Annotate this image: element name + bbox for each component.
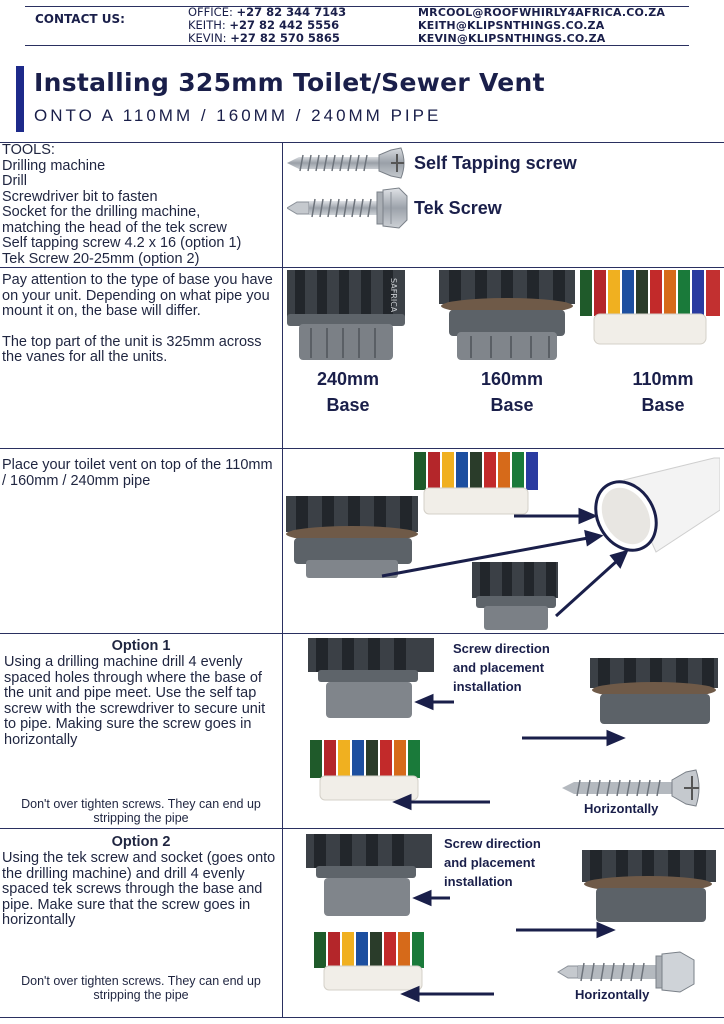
vent-unit-240-photo (582, 850, 716, 922)
self-tapping-label: Self Tapping screw (414, 153, 577, 173)
tool-item: matching the head of the tek screw (2, 219, 227, 236)
tool-item: Tek Screw 20-25mm (option 2) (2, 250, 200, 267)
page-title: Installing 325mm Toilet/Sewer Vent (34, 68, 545, 97)
tools-heading: TOOLS: (2, 142, 55, 158)
brand-text: SAFRICA (389, 278, 398, 313)
tool-item: Screwdriver bit to fasten (2, 188, 158, 205)
arrow-icon (404, 892, 612, 1000)
option1-horizontal-label: Horizontally (584, 801, 659, 816)
base-160-label (457, 366, 567, 418)
phone-list (188, 6, 346, 45)
base-110-word: Base (641, 395, 685, 415)
base-110-size: 110mm (632, 369, 694, 389)
base-240-photo (287, 270, 405, 362)
vent-unit-160-photo (472, 562, 558, 630)
option1-warning: Don't over tighten screws. They can end up stripping the pipe (21, 797, 261, 825)
tool-item: Socket for the drilling machine, (2, 204, 201, 220)
tek-screw-icon (287, 186, 409, 230)
pipe-photo (584, 458, 720, 561)
option2-title: Option 2 (111, 834, 171, 850)
kevin-label: KEVIN: (188, 31, 227, 45)
tool-item: Drill (2, 173, 27, 189)
vane-width-paragraph: The top part of the unit is 325mm across the vanes for all the units. (2, 333, 262, 365)
vent-unit-110-photo (414, 452, 538, 514)
row-divider-5 (0, 828, 724, 829)
contact-label: CONTACT US: (35, 12, 125, 26)
tek-screw-icon (558, 952, 694, 992)
tool-item: Drilling machine (2, 157, 106, 174)
paragraph-spacer (2, 320, 278, 335)
kevin-phone[interactable]: +27 82 570 5865 (230, 31, 340, 45)
base-110-label (608, 366, 718, 418)
vent-unit-240-photo (286, 496, 418, 578)
base-240-label (293, 366, 403, 418)
option1-direction-label: Screw direction and placement installation (453, 641, 550, 694)
option1-text: Using a drilling machine drill 4 evenly spaced holes through where the base of the unit and pipe meet. Use the self tap screw with the screwdriver to secure unit to pipe. Making sure the screw goes in horizontally (4, 654, 266, 748)
vent-unit-110-photo (314, 932, 424, 990)
base-240-word: Base (326, 395, 370, 415)
email-mrcool[interactable]: MRCOOL@ROOFWHIRLY4AFRICA.CO.ZA (418, 6, 666, 19)
column-divider (282, 142, 283, 1017)
keith-phone[interactable]: +27 82 442 5556 (229, 18, 340, 32)
tools-list (2, 143, 280, 267)
row-divider-6 (0, 1017, 724, 1018)
email-keith[interactable]: KEITH@KLIPSNTHINGS.CO.ZA (418, 19, 605, 32)
row-divider-2 (0, 267, 724, 268)
email-kevin[interactable]: KEVIN@KLIPSNTHINGS.CO.ZA (418, 32, 606, 45)
row-divider-4 (0, 633, 724, 634)
tool-item: Self tapping screw 4.2 x 16 (option 1) (2, 235, 242, 251)
option2-horizontal-label: Horizontally (575, 987, 650, 1002)
vent-unit-110-photo (310, 740, 420, 800)
kevin-phone-row (188, 32, 346, 45)
vent-unit-160-photo (308, 638, 434, 718)
vent-unit-160-photo (306, 834, 432, 916)
base-160-word: Base (490, 395, 534, 415)
office-label: OFFICE: (188, 5, 233, 19)
option2-direction-label: Screw direction and placement installation (444, 836, 541, 889)
place-instruction: Place your toilet vent on top of the 110mm / 160mm / 240mm pipe (2, 457, 273, 489)
title-accent-bar (16, 66, 24, 132)
email-list (418, 6, 665, 45)
base-240-size: 240mm (316, 369, 380, 389)
page-subtitle: ONTO A 110MM / 160MM / 240MM PIPE (34, 106, 442, 125)
base-160-photo (439, 270, 575, 362)
header-bottom-rule (25, 45, 689, 46)
option2-text: Using the tek screw and socket (goes onto the drilling machine) and drill 4 evenly spaced tek screws through the base and pipe. Make sure that the screw goes in horizontally (2, 850, 276, 928)
option2-warning: Don't over tighten screws. They can end up stripping the pipe (21, 974, 261, 1002)
base-160-size: 160mm (480, 369, 544, 389)
base-110-photo (580, 270, 720, 346)
row-divider-3 (0, 448, 724, 449)
base-description (2, 273, 278, 366)
base-description-paragraph: Pay attention to the type of base you have on your unit. Depending on what pipe you mount it on, the base will differ. (2, 272, 273, 319)
self-tapping-screw-icon (287, 146, 409, 180)
option1-title: Option 1 (111, 638, 171, 654)
placement-diagram (284, 450, 720, 632)
vent-unit-240-photo (590, 658, 718, 724)
tek-screw-label: Tek Screw (414, 198, 502, 218)
keith-label: KEITH: (188, 18, 226, 32)
office-phone[interactable]: +27 82 344 7143 (236, 5, 347, 19)
